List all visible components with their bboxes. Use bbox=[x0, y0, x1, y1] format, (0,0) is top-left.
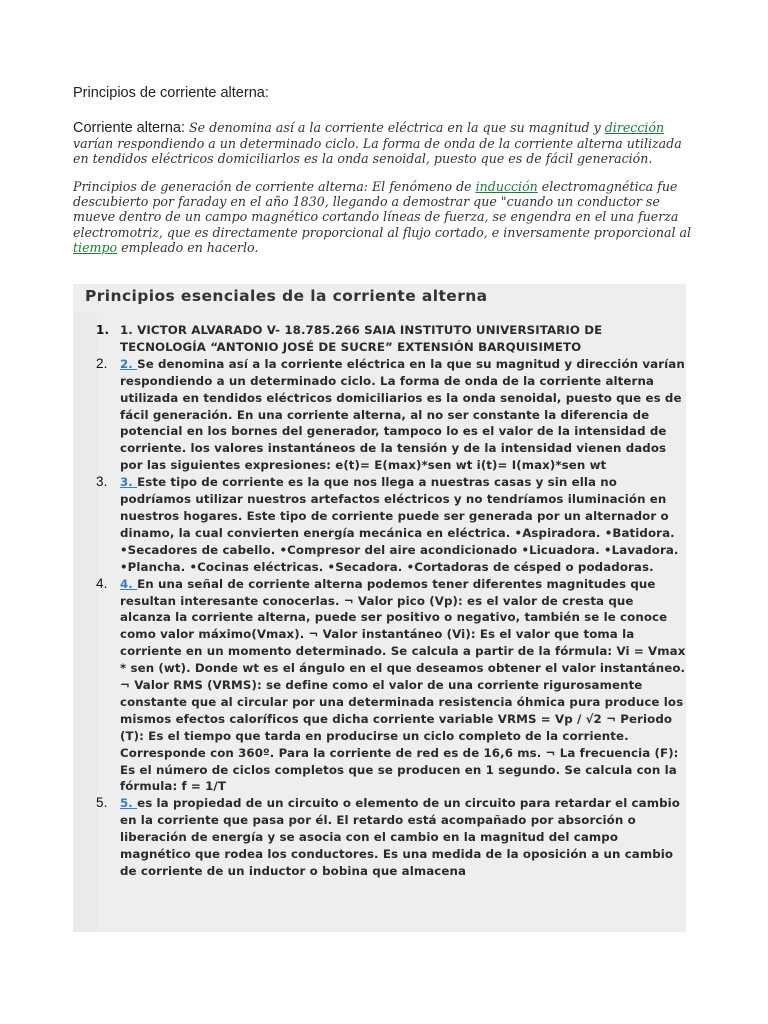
list-item-link[interactable]: 2. bbox=[120, 356, 138, 371]
list-item-link[interactable]: 4. bbox=[120, 576, 138, 591]
list-item bbox=[96, 576, 688, 796]
list-item bbox=[96, 795, 688, 880]
direccion-link[interactable]: dirección bbox=[604, 120, 665, 135]
generation-text-2: electromagnética fue descubierto por faraday en el año 1830, llegando a demostrar que "cuando un conductor se mueve dentro de un campo magnético cortando líneas de fuerza, se engendra en el una fuerza electromotriz, que es directamente proporcional al flujo cortado, e inversamente proporcional al bbox=[73, 179, 692, 240]
list-item-link[interactable]: 3. bbox=[120, 475, 138, 490]
list-item-number: 3. bbox=[96, 474, 108, 490]
list-item-text: En una señal de corriente alterna podemos tener diferentes magnitudes que resultan interesante conocerlas. ¬ Valor pico (Vp): es el valor de cresta que alcanza la corriente alterna, puede ser positivo o negativo, también se le conoce como valor máximo(Vmax). ¬ Valor instantáneo (Vi): Es el valor que toma la corriente en un momento determinado. Se calcula a partir de la fórmula: Vi = Vmax * sen (wt). Donde wt es el ángulo en el que deseamos obtener el valor instantáneo. ¬ Valor RMS (VRMS): se define como el valor de una corriente rigurosamente constante que al circular por una determinada resistencia óhmica pura produce los mismos efectos caloríficos que dicha corriente variable VRMS = Vp / √2 ¬ Periodo (T): Es el tiempo que tarda en producirse un ciclo completo de la corriente. Corresponde con 360º. Para la corriente de red es de 16,6 ms. ¬ La frecuencia (F): Es el número de ciclos completos que se producen en 1 segundo. Se calcula con la fórmula: f = 1/T bbox=[120, 576, 686, 794]
list-item-text: Este tipo de corriente es la que nos llega a nuestras casas y sin ella no podríamos utilizar nuestros artefactos eléctricos y no tendríamos iluminación en nuestros hogares. Este tipo de corriente puede ser generada por un alternador o dinamo, la cual convierten energía mecánica en eléctrica. •Aspiradora. •Batidora. •Secadores de cabello. •Compresor del aire acondicionado •Licuadora. •Lavadora. •Plancha. •Cocinas eléctricas. •Secadora. •Cortadoras de césped o podadoras. bbox=[120, 475, 679, 574]
list-item-number: 1. bbox=[96, 323, 110, 337]
list-item-text: 1. VICTOR ALVARADO V- 18.785.266 SAIA INSTITUTO UNIVERSITARIO DE TECNOLOGÍA “ANTONIO JOSÉ DE SUCRE” EXTENSIÓN BARQUISIMETO bbox=[120, 323, 603, 354]
essentials-header bbox=[73, 284, 686, 313]
list-item-text: Se denomina así a la corriente eléctrica en la que su magnitud y dirección varían respondiendo a un determinado ciclo. La forma de onda de la corriente alterna utilizada en tendidos eléctricos domiciliarios es la onda senoidal, puesto que es de fácil generación. En una corriente alterna, al no ser constante la diferencia de potencial en los bornes del generador, tampoco lo es el valor de la intensidad de corriente. los valores instantáneos de la tensión y de la intensidad vienen dados por las siguientes expresiones: e(t)= E(max)*sen wt i(t)= I(max)*sen wt bbox=[120, 356, 685, 473]
tiempo-link[interactable]: tiempo bbox=[73, 239, 118, 255]
list-item-number: 5. bbox=[96, 795, 108, 811]
intro-text-1: Se denomina así a la corriente eléctrica en la que su magnitud y bbox=[185, 120, 605, 135]
page-title: Principios de corriente alterna: bbox=[73, 85, 269, 101]
list-item bbox=[96, 356, 688, 474]
generation-text-1: Principios de generación de corriente alterna: El fenómeno de bbox=[73, 179, 476, 194]
list-item-number: 2. bbox=[96, 355, 108, 371]
essentials-list bbox=[96, 322, 688, 880]
list-item bbox=[96, 474, 688, 575]
list-item-link[interactable]: 5. bbox=[120, 796, 138, 811]
generation-paragraph bbox=[73, 179, 693, 255]
list-item-number: 4. bbox=[96, 575, 108, 591]
induccion-link[interactable]: inducción bbox=[475, 179, 538, 194]
generation-text-3: empleado en hacerlo. bbox=[117, 239, 259, 255]
essentials-title: Principios esenciales de la corriente alterna bbox=[85, 287, 488, 305]
list-item bbox=[96, 322, 688, 356]
intro-paragraph bbox=[73, 120, 693, 167]
intro-text-2: varían respondiendo a un determinado ciclo. La forma de onda de la corriente alterna utilizada en tendidos eléctricos domiciliarlos es la onda senoidal, puesto que es de fácil generación. bbox=[73, 136, 682, 167]
intro-lead: Corriente alterna: bbox=[73, 120, 186, 136]
list-item-text: es la propiedad de un circuito o elemento de un circuito para retardar el cambio en la corriente que pasa por él. El retardo está acompañado por absorción o liberación de energía y se asocia con el cambio en la magnitud del campo magnético que rodea los conductores. Es una medida de la oposición a un cambio de corriente de un inductor o bobina que almacena bbox=[120, 796, 681, 878]
